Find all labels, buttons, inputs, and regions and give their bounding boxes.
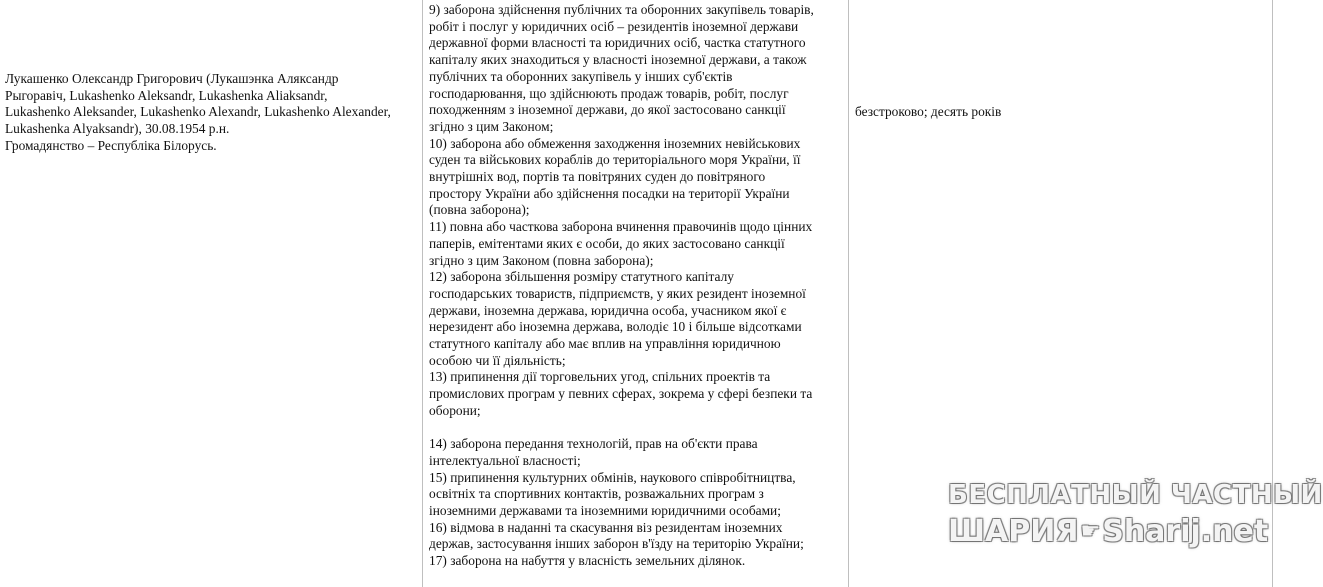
sanction-line: простору України або здійснення посадки на території України: [429, 185, 790, 201]
sanction-line: освітніх та спортивних контактів, розважальних програм з: [429, 486, 764, 502]
sanction-line: державної форми власності та юридичних осіб, частка статутного: [429, 35, 806, 51]
sanction-line: господарських товариств, підприємств, у яких резидент іноземної: [429, 285, 806, 301]
term-cell: [855, 104, 1155, 121]
sanction-line: держави, іноземна держава, юридична особа, учасником якої є: [429, 302, 787, 318]
sanction-line: 17) заборона на набуття у власність земельних ділянок.: [429, 553, 746, 569]
sanction-line: промислових програм у певних сферах, зокрема у сфері безпеки та: [429, 386, 813, 402]
person-line: Lukashenko Aleksander, Lukashenko Alexandr, Lukashenko Alexander,: [5, 104, 391, 120]
person-line: Lukashenka Alyaksandr), 30.08.1954 р.н.: [5, 121, 230, 137]
citizenship-line: Громадянство – Республіка Білорусь.: [5, 137, 217, 153]
sanction-line: внутрішніх вод, портів та повітряних суден до повітряного: [429, 169, 766, 185]
sanction-line: інтелектуальної власності;: [429, 452, 581, 468]
sanction-line: 16) відмова в наданні та скасування віз резидентам іноземних: [429, 519, 783, 535]
sanction-line: 9) заборона здійснення публічних та оборонних закупівель товарів,: [429, 2, 814, 17]
column-divider: [422, 0, 423, 587]
sanction-line: 14) заборона передання технологій, прав на об'єкти права: [429, 436, 758, 452]
sanction-line: держав, застосування інших заборон в'їзду на територію України;: [429, 536, 804, 552]
sanction-line: капіталу яких знаходиться у власності іноземної держави, а також: [429, 52, 807, 68]
sanction-line: оборони;: [429, 402, 481, 418]
blank-line: [429, 420, 841, 437]
sanction-line: суден та військових кораблів до територіального моря України, її: [429, 152, 801, 168]
watermark-line1: БЕСПЛАТНЫЙ ЧАСТНЫЙ: [948, 480, 1323, 510]
sanction-line: 13) припинення дії торговельних угод, спільних проектів та: [429, 369, 771, 385]
pointing-hand-icon: ☛: [1080, 519, 1101, 544]
sanction-line: робіт і послуг у юридичних осіб – резидентів іноземної держави: [429, 18, 799, 34]
sanctions-cell: [429, 2, 841, 570]
sharij-watermark: [948, 480, 1323, 560]
sanction-line: 15) припинення культурних обмінів, наукового співробітництва,: [429, 469, 796, 485]
sanction-line: 12) заборона збільшення розміру статутного капіталу: [429, 269, 734, 285]
watermark-sharia-text: ШАРИЯ: [948, 514, 1079, 549]
sanction-line: господарювання, що здійснюють продаж товарів, робіт, послуг: [429, 85, 789, 101]
sanction-line: (повна заборона);: [429, 202, 530, 218]
sanction-line: особою чи її діяльність;: [429, 352, 566, 368]
person-cell: [5, 71, 417, 155]
watermark-line2: [948, 514, 1268, 549]
person-line: Лукашенко Олександр Григорович (Лукашэнка Аляксандр: [5, 71, 339, 86]
sanction-line: 10) заборона або обмеження заходження іноземних невійськових: [429, 135, 801, 151]
sanction-line: походженням з іноземної держави, до якої застосовано санкції: [429, 102, 786, 118]
watermark-site-text: Sharij.net: [1102, 514, 1269, 549]
sanction-line: іноземними державами та іноземними юридичними особами;: [429, 503, 781, 519]
column-divider: [848, 0, 849, 587]
sanction-line: паперів, емітентами яких є особи, до яких застосовано санкції: [429, 235, 785, 251]
sanction-line: публічних та оборонних закупівель у інших суб'єктів: [429, 68, 733, 84]
person-line: Рыгоравіч, Lukashenko Aleksandr, Lukashenka Aliaksandr,: [5, 87, 328, 103]
sanction-line: згідно з цим Законом (повна заборона);: [429, 252, 654, 268]
sanction-line: нерезидент або іноземна держава, володіє 10 і більше відсотками: [429, 319, 802, 335]
term-text: безстроково; десять років: [855, 104, 1002, 119]
sanction-line: статутного капіталу або має вплив на управління юридичною: [429, 336, 781, 352]
sanction-line: 11) повна або часткова заборона вчинення правочинів щодо цінних: [429, 219, 813, 235]
sanction-line: згідно з цим Законом;: [429, 118, 554, 134]
